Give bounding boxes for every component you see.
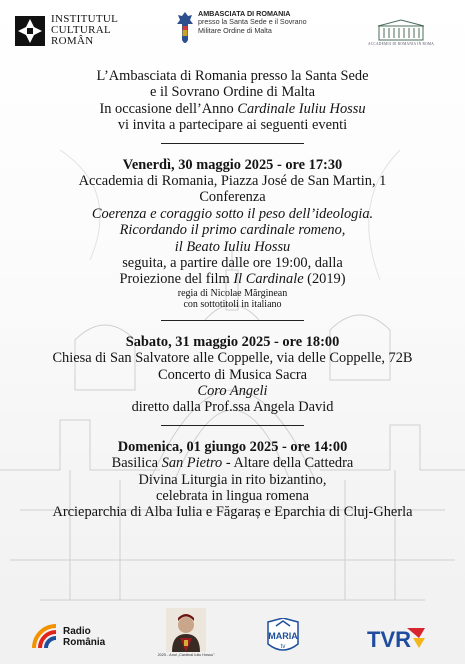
divider (161, 320, 304, 321)
invitation-text (0, 68, 465, 521)
film-text: Proiezione del film (119, 271, 234, 288)
academy-label: ACCADEMIA DI ROMANIA IN ROMA (368, 42, 435, 46)
maria-tv-logo (262, 618, 304, 661)
intro-text: In occasione dell’Anno (99, 100, 238, 117)
maria-sub: tv (280, 644, 286, 650)
icr-line: INSTITUTUL (51, 13, 119, 25)
tvr-logo (367, 626, 429, 657)
romania-coat-of-arms-icon (176, 10, 194, 50)
event-place: Accademia di Romania, Piazza José de San Martin, 1 (78, 173, 387, 190)
film-title: Il Cardinale (233, 271, 304, 288)
academy-building-icon (376, 18, 426, 42)
event-1 (0, 157, 465, 311)
cardinal-portrait (157, 608, 215, 657)
place-text: Basilica (111, 455, 162, 472)
event-place: Chiesa di San Salvatore alle Coppelle, via delle Coppelle, 72B (52, 350, 413, 367)
radio-name (63, 626, 105, 648)
radio-line: România (63, 637, 106, 648)
cardinal-portrait-icon (166, 608, 206, 652)
icr-line: CULTURAL (51, 24, 112, 36)
maria-tv-icon (262, 618, 304, 656)
place-text: - Altare della Cattedra (222, 455, 354, 472)
event-date: Venerdì, 30 maggio 2025 - ore 17:30 (122, 156, 343, 173)
embassy-logo (176, 10, 307, 50)
place-name: San Pietro (161, 455, 223, 472)
tvr-label: TVR (367, 627, 411, 652)
event-3 (0, 439, 465, 521)
event-kind: Conferenza (199, 189, 266, 206)
event-date: Sabato, 31 maggio 2025 - ore 18:00 (125, 333, 340, 350)
icr-logo (15, 14, 118, 47)
divider (161, 143, 304, 144)
intro-line: L’Ambasciata di Romania presso la Santa Sede (96, 68, 369, 84)
header-logos (0, 0, 465, 62)
footer-logos (0, 608, 465, 664)
intro-line (0, 101, 465, 117)
embassy-line: presso la Santa Sede e il Sovrano (198, 17, 307, 27)
film-year: (2019) (303, 271, 346, 288)
event-kind: Concerto di Musica Sacra (157, 366, 308, 383)
radio-romania-logo (30, 622, 105, 652)
event-language: celebrata in lingua romena (155, 487, 310, 504)
maria-label: MARIA (268, 631, 298, 641)
radio-line: Radio (63, 626, 91, 637)
event-2 (0, 334, 465, 416)
tvr-icon (367, 626, 429, 652)
film-director: regia di Nicolae Mărginean (177, 287, 288, 299)
icr-name (51, 14, 118, 47)
event-kind: Divina Liturgia in rito bizantino, (138, 471, 327, 488)
cardinal-name: Cardinale Iuliu Hossu (237, 100, 366, 117)
event-place (0, 455, 465, 471)
film-line (0, 271, 465, 287)
event-date: Domenica, 01 giungo 2025 - ore 14:00 (117, 438, 348, 455)
embassy-name (198, 10, 307, 35)
film-subtitles: con sottotitoli in italiano (183, 299, 282, 311)
event-title-line: Coerenza e coraggio sotto il peso dell’ideologia. (91, 205, 374, 222)
academy-logo (368, 18, 434, 46)
intro-line: e il Sovrano Ordine di Malta (149, 84, 316, 101)
divider (161, 425, 304, 426)
portrait-caption: 2025 - Anul „Cardinal Iuliu Hossu" (157, 653, 215, 657)
event-ensemble: Coro Angeli (197, 382, 268, 399)
radio-waves-icon (30, 622, 60, 652)
icr-line: ROMÂN (51, 35, 94, 47)
event-title-line: il Beato Iuliu Hossu (174, 238, 291, 255)
intro-line: vi invita a partecipare ai seguenti eventi (117, 117, 348, 134)
embassy-line: Militare Ordine di Malta (198, 25, 272, 35)
event-conductor: diretto dalla Prof.ssa Angela David (131, 399, 334, 416)
embassy-line: AMBASCIATA DI ROMANIA (198, 9, 291, 18)
event-follow: seguita, a partire dalle ore 19:00, dalla (122, 255, 343, 272)
icr-cross-icon (15, 16, 45, 46)
event-eparchies: Arcieparchia di Alba Iulia e Făgaraș e Eparchia di Cluj-Gherla (52, 504, 413, 521)
event-title-line: Ricordando il primo cardinale romeno, (119, 222, 346, 239)
intro-block (0, 68, 465, 134)
